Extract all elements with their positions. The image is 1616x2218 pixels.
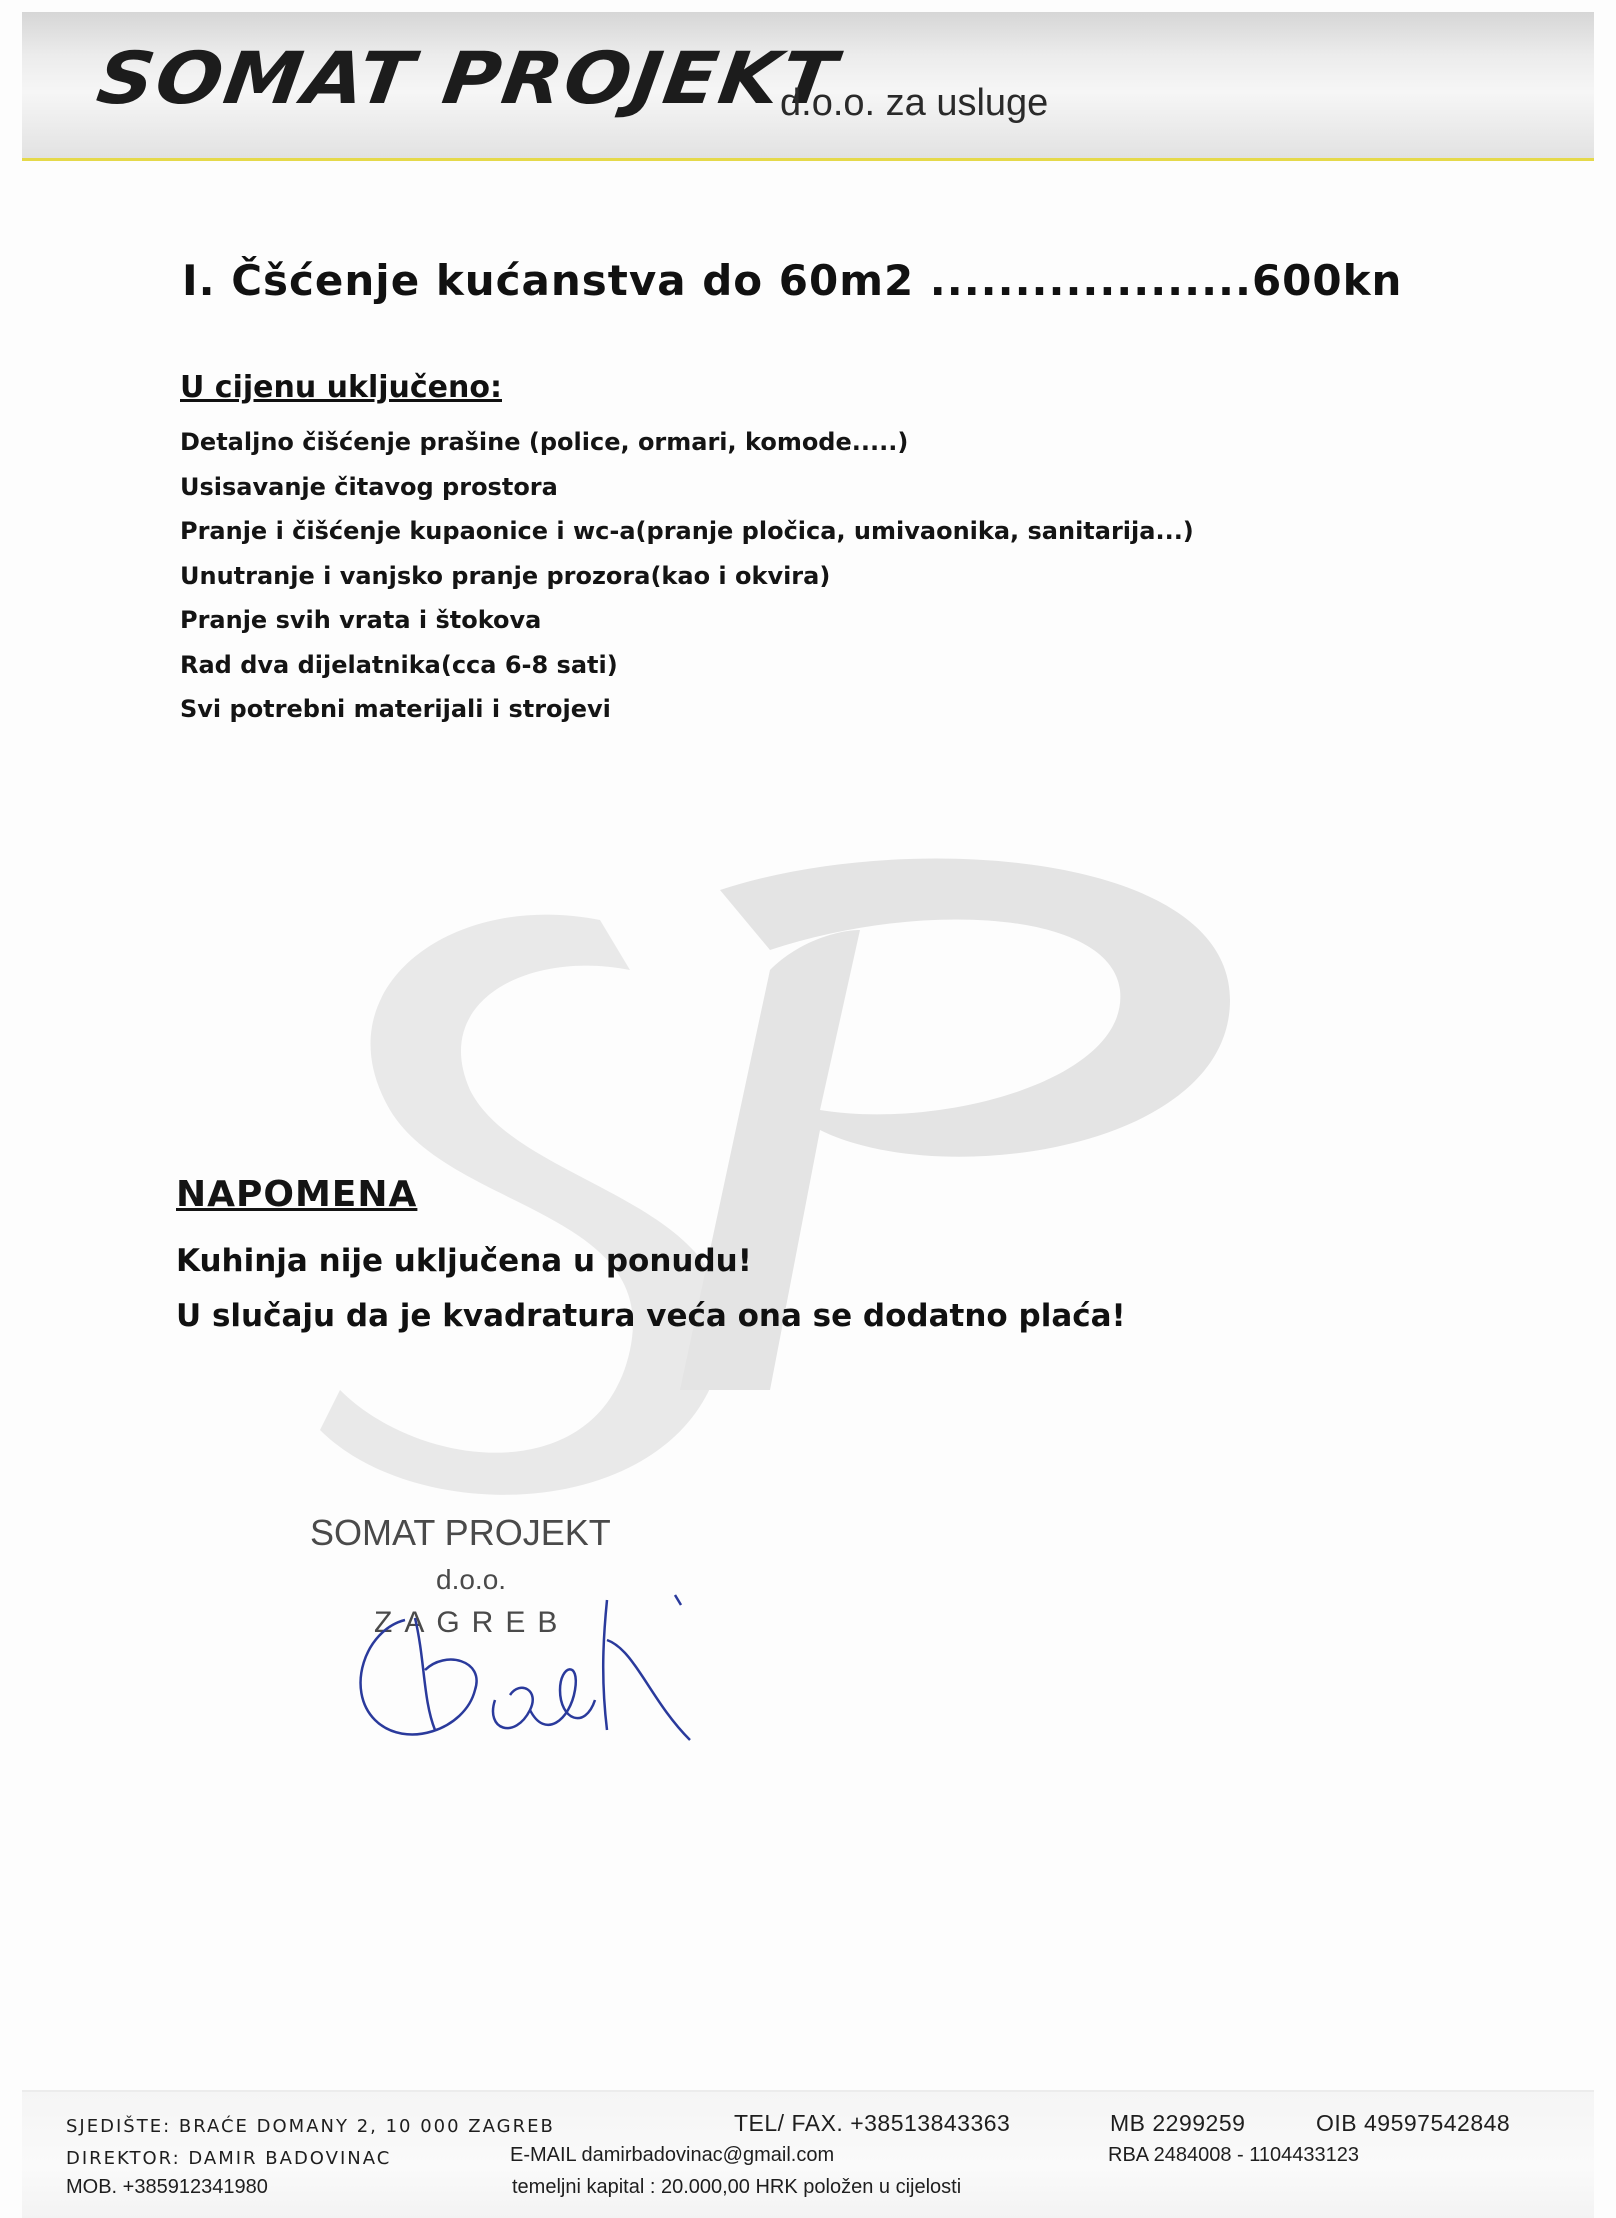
note-line: Kuhinja nije uključena u ponudu! <box>176 1243 752 1279</box>
list-item: Pranje i čišćenje kupaonice i wc-a(pranje pločica, umivaonika, sanitarija...) <box>180 517 1194 545</box>
letterhead-footer <box>22 2090 1594 2218</box>
included-heading: U cijenu uključeno: <box>180 370 502 405</box>
offer-title: I. Čšćenje kućanstva do 60m2 ...................600kn <box>182 256 1403 305</box>
list-item: Usisavanje čitavog prostora <box>180 472 558 501</box>
sp-watermark <box>300 830 1250 1530</box>
footer-mobile: MOB. +385912341980 <box>66 2176 268 2198</box>
list-item: Rad dva dijelatnika(cca 6-8 sati) <box>180 650 618 679</box>
list-item: Detaljno čišćenje prašine (police, ormari, komode.....) <box>180 428 909 456</box>
list-item: Unutranje i vanjsko pranje prozora(kao i okvira) <box>180 561 831 590</box>
footer-mb: MB 2299259 <box>1110 2110 1246 2136</box>
note-heading: NAPOMENA <box>176 1174 418 1215</box>
footer-oib: OIB 49597542848 <box>1316 2110 1511 2136</box>
stamp-form: d.o.o. <box>436 1564 507 1595</box>
company-logo: SOMAT PROJEKT <box>92 37 843 121</box>
stamp-company: SOMAT PROJEKT <box>310 1512 611 1553</box>
letterhead-header <box>22 12 1594 161</box>
stamp-city: ZAGREB <box>374 1606 570 1639</box>
footer-capital: temeljni kapital : 20.000,00 HRK položen u cijelosti <box>512 2176 962 2198</box>
list-item: Svi potrebni materijali i strojevi <box>180 695 611 723</box>
company-tagline: d.o.o. za usluge <box>780 82 1049 124</box>
footer-email: E-MAIL damirbadovinac@gmail.com <box>510 2144 835 2166</box>
footer-telfax: TEL/ FAX. +38513843363 <box>734 2110 1011 2136</box>
included-list <box>180 420 1194 732</box>
footer-address: SJEDIŠTE: BRAĆE DOMANY 2, 10 000 ZAGREB <box>66 2116 555 2137</box>
list-item: Pranje svih vrata i štokova <box>180 606 542 634</box>
footer-rba: RBA 2484008 - 1104433123 <box>1108 2144 1359 2166</box>
footer-director: DIREKTOR: DAMIR BADOVINAC <box>66 2148 392 2169</box>
note-line: U slučaju da je kvadratura veća ona se dodatno plaća! <box>176 1298 1126 1334</box>
signature <box>345 1580 705 1760</box>
